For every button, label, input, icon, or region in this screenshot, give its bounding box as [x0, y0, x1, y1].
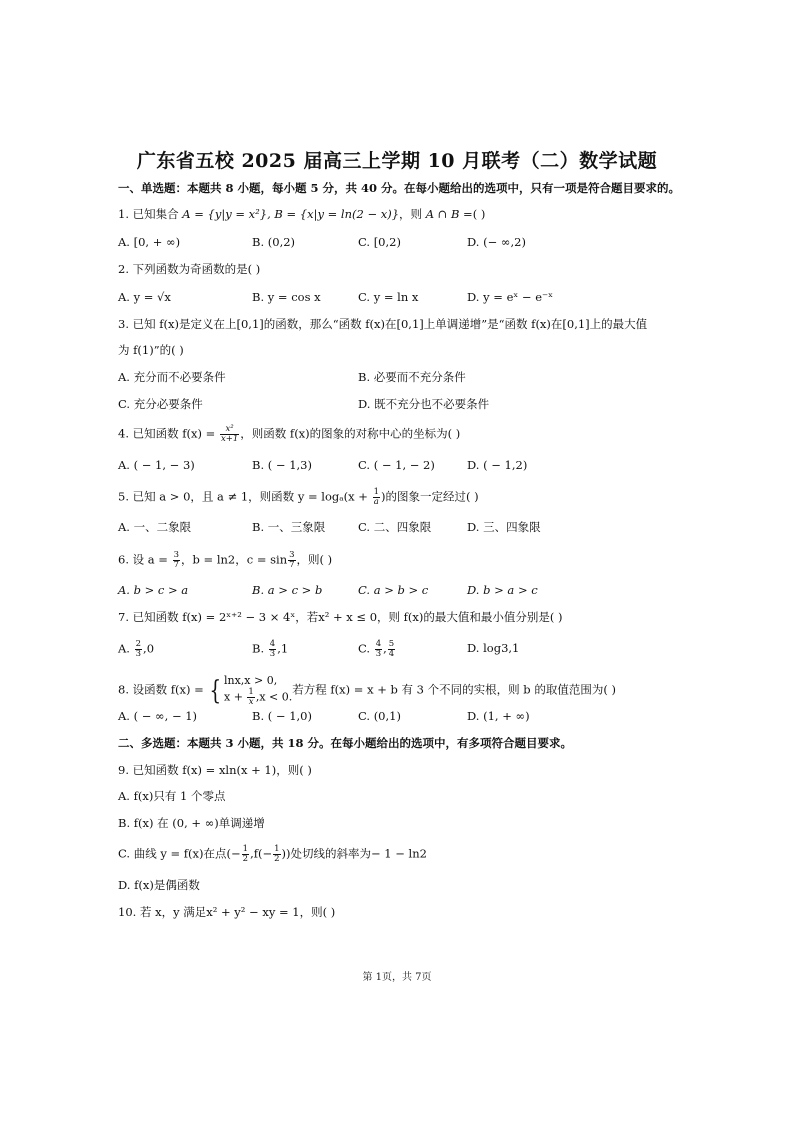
q5-denominator: a — [373, 497, 379, 507]
q8-option-a: A. ( − ∞, − 1) — [118, 709, 198, 723]
q4-option-d: D. ( − 1,2) — [467, 458, 528, 472]
q9-option-b: B. f(x) 在 (0, + ∞)单调递增 — [118, 816, 265, 830]
q6-text-b: ，b = ln2，c = sin — [181, 552, 288, 567]
q8-text-a: 8. 设函数 f(x) = — [118, 682, 208, 697]
q8-cases — [224, 674, 292, 707]
q9-c-den1: 2 — [242, 854, 249, 864]
q8-option-b: B. ( − 1,0) — [252, 709, 312, 723]
q4-text-a: 4. 已知函数 f(x) = — [118, 426, 219, 441]
q6-option-d: D. b > a > c — [467, 583, 538, 597]
q5-option-b: B. 一、三象限 — [252, 520, 326, 534]
q7-c-den1: 3 — [375, 649, 382, 659]
q8-option-d: D. (1, + ∞) — [467, 709, 530, 723]
section-multiple-choice-header: 二、多选题：本题共 3 小题，共 18 分。在每小题给出的选项中，有多项符合题目要求。 — [118, 736, 573, 750]
q8-case-2-a: x + — [224, 690, 247, 704]
question-9-stem: 9. 已知函数 f(x) = xln(x + 1)，则( ) — [118, 763, 312, 777]
q9-option-c — [118, 845, 427, 864]
q7-a-num: 2 — [135, 639, 142, 649]
q6-option-c: C. a > b > c — [358, 583, 429, 597]
q8-case-2 — [224, 688, 292, 707]
question-8-stem — [118, 674, 616, 707]
q7-c-num1: 4 — [375, 639, 382, 649]
q5-option-a: A. 一、二象限 — [118, 520, 192, 534]
q7-option-a-tail: ,0 — [143, 641, 155, 656]
q9-option-a: A. f(x)只有 1 个零点 — [118, 789, 226, 803]
q9-c-den2: 2 — [274, 854, 280, 864]
q7-option-c-fraction-2 — [388, 640, 395, 659]
q5-option-c: C. 二、四象限 — [358, 520, 432, 534]
q1-text-e: =( ) — [459, 207, 486, 221]
q7-c-den2: 4 — [388, 649, 395, 659]
q7-option-c-fraction-1 — [375, 640, 382, 659]
q7-option-b-label: B. — [252, 641, 268, 656]
q7-option-a-label: A. — [118, 641, 134, 656]
q6-denominator-c: 7 — [289, 560, 295, 570]
q4-text-b: ，则函数 f(x)的图象的对称中心的坐标为( ) — [240, 426, 461, 441]
q8-case-2-b: ,x < 0. — [255, 690, 293, 704]
q8-case-2-num: 1 — [248, 687, 254, 697]
q7-option-b — [252, 640, 288, 659]
q6-numerator-a: 3 — [173, 550, 180, 560]
q6-fraction-a — [173, 551, 180, 570]
q6-text-c: ，则( ) — [296, 552, 333, 567]
q5-text-a: 5. 已知 a > 0，且 a ≠ 1，则函数 y = logₐ(x + — [118, 489, 372, 504]
q7-a-den: 3 — [135, 649, 142, 659]
q8-case-2-den: x — [248, 697, 254, 707]
question-3-stem-line2: 为 f(1)”的( ) — [118, 343, 184, 357]
q6-option-b: B. a > c > b — [252, 583, 323, 597]
q3-option-c: C. 充分必要条件 — [118, 397, 203, 411]
q3-option-d: D. 既不充分也不必要条件 — [358, 397, 490, 411]
q1-text-c: ，则 — [399, 207, 426, 221]
q1-option-b: B. (0,2) — [252, 235, 296, 249]
question-10-stem: 10. 若 x，y 满足x² + y² − xy = 1，则( ) — [118, 905, 336, 919]
q7-option-b-fraction — [269, 640, 276, 659]
q5-option-d: D. 三、四象限 — [467, 520, 541, 534]
q7-option-a — [118, 640, 154, 659]
q9-c-text-b: ,f(− — [250, 846, 273, 861]
q9-c-text-a: C. 曲线 y = f(x)在点(− — [118, 846, 241, 861]
q7-option-c: C. $\frac{4}{3}$ , $\frac{5}{4}$ — [358, 639, 395, 659]
q5-text-b: )的图象一定经过( ) — [381, 489, 479, 504]
q5-fraction — [373, 488, 380, 507]
q2-option-b: B. y = cos x — [252, 290, 321, 304]
q3-option-a: A. 充分而不必要条件 — [118, 370, 226, 384]
q6-fraction-c — [288, 551, 295, 570]
q4-numerator: x² — [220, 425, 239, 435]
q7-b-num: 4 — [269, 639, 276, 649]
question-5-stem — [118, 488, 479, 507]
q9-option-d: D. f(x)是偶函数 — [118, 878, 200, 892]
q3-option-b: B. 必要而不充分条件 — [358, 370, 466, 384]
page-title: 广东省五校 2025 届高三上学期 10 月联考（二）数学试题 — [136, 150, 658, 172]
q1-option-a: A. [0, + ∞) — [118, 235, 181, 249]
q7-option-b-tail: ,1 — [277, 641, 289, 656]
q8-brace: { — [209, 675, 222, 706]
q2-option-d: D. y = eˣ − e⁻ˣ — [467, 290, 553, 304]
question-6-stem — [118, 551, 332, 570]
q7-b-den: 3 — [269, 649, 276, 659]
q4-option-a: A. ( − 1, − 3) — [118, 458, 195, 472]
q2-option-c: C. y = ln x — [358, 290, 419, 304]
q7-c-num2: 5 — [388, 639, 395, 649]
q9-c-fraction-1 — [242, 845, 249, 864]
q4-denominator: x+1 — [220, 434, 239, 444]
q9-c-num1: 1 — [242, 844, 249, 854]
q1-sets: A = {y|y = x²}, B = {x|y = ln(2 − x)} — [182, 207, 400, 221]
question-4-stem — [118, 425, 460, 444]
q6-text-a: 6. 设 a = — [118, 552, 172, 567]
q7-option-d: D. log3,1 — [467, 641, 520, 655]
q8-case-2-fraction — [247, 688, 254, 707]
q6-numerator-c: 3 — [289, 550, 295, 560]
q4-fraction — [220, 425, 239, 444]
q6-denominator-a: 7 — [173, 560, 180, 570]
question-2-stem: 2. 下列函数为奇函数的是( ) — [118, 262, 261, 276]
q8-option-c: C. (0,1) — [358, 709, 401, 723]
q2-option-a: A. y = √x — [118, 290, 171, 304]
q7-option-a-fraction — [135, 640, 142, 659]
q9-c-num2: 1 — [274, 844, 280, 854]
q4-option-b: B. ( − 1,3) — [252, 458, 312, 472]
page-footer: 第 1页，共 7页 — [362, 972, 432, 983]
q9-c-text-c: ))处切线的斜率为− 1 − ln2 — [281, 846, 427, 861]
q8-case-1: lnx,x > 0, — [224, 674, 278, 687]
question-7-stem: 7. 已知函数 f(x) = 2ˣ⁺² − 3 × 4ˣ，若x² + x ≤ 0，则 f(x)的最大值和最小值分别是( ) — [118, 610, 563, 624]
question-3-stem-line1: 3. 已知 f(x)是定义在上[0,1]的函数，那么“函数 f(x)在[0,1]上单调递增”是“函数 f(x)在[0,1]上的最大值 — [118, 317, 648, 331]
q1-intersection: A ∩ B — [425, 207, 460, 221]
q1-option-d: D. (− ∞,2) — [467, 235, 526, 249]
q7-option-c-label: C. — [358, 641, 374, 656]
q4-option-c: C. ( − 1, − 2) — [358, 458, 435, 472]
section-single-choice-header: 一、单选题：本题共 8 小题，每小题 5 分，共 40 分。在每小题给出的选项中，只有一项是符合题目要求的。 — [118, 181, 681, 195]
q6-option-a: A. b > c > a — [118, 583, 189, 597]
q1-option-c: C. [0,2) — [358, 235, 401, 249]
q5-numerator: 1 — [373, 487, 380, 497]
q9-c-fraction-2 — [273, 845, 280, 864]
q1-text-a: 1. 已知集合 — [118, 207, 183, 221]
question-1-stem — [118, 206, 485, 222]
q8-text-b: 若方程 f(x) = x + b 有 3 个不同的实根，则 b 的取值范围为( ) — [292, 682, 616, 697]
